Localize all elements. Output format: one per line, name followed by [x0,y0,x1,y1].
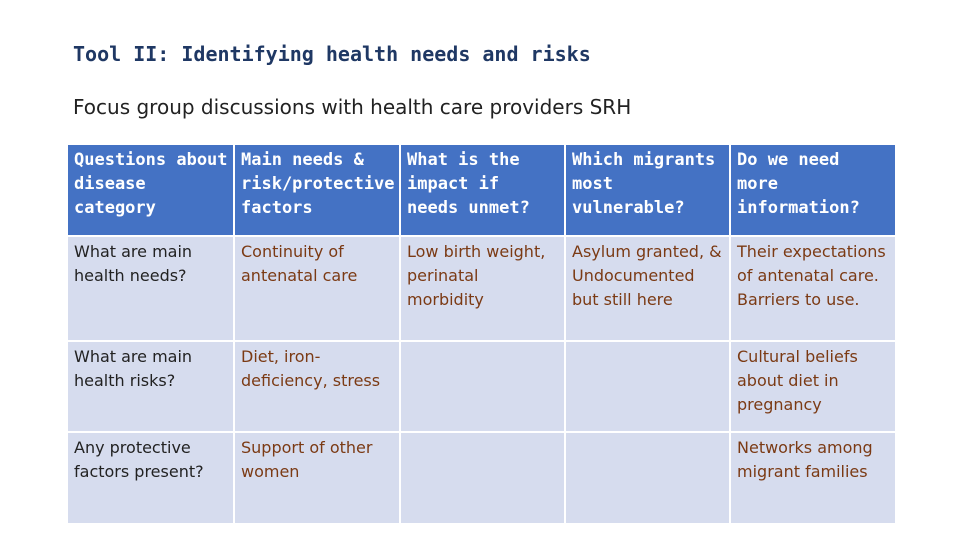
cell-impact [400,341,565,432]
cell-main-needs: Diet, iron-deficiency, stress [234,341,400,432]
cell-main-needs: Continuity of antenatal care [234,236,400,341]
header-main-needs: Main needs & risk/protective factors [234,144,400,236]
health-needs-table [66,143,897,525]
row-question: Any protective factors present? [67,432,234,524]
table-header-row [67,144,896,236]
row-question: What are main health needs? [67,236,234,341]
cell-more-information: Their expectations of antenatal care. Barriers to use. [730,236,896,341]
header-impact: What is the impact if needs unmet? [400,144,565,236]
cell-impact: Low birth weight, perinatal morbidity [400,236,565,341]
table-row [67,341,896,432]
table-row [67,432,896,524]
cell-main-needs: Support of other women [234,432,400,524]
cell-more-information: Cultural beliefs about diet in pregnancy [730,341,896,432]
row-question: What are main health risks? [67,341,234,432]
header-more-information: Do we need more information? [730,144,896,236]
cell-more-information: Networks among migrant families [730,432,896,524]
slide-title: Tool II: Identifying health needs and risks [73,42,591,66]
cell-vulnerable-migrants [565,341,730,432]
cell-impact [400,432,565,524]
cell-vulnerable-migrants [565,432,730,524]
cell-vulnerable-migrants: Asylum granted, & Undocumented but still here [565,236,730,341]
header-questions: Questions about disease category [67,144,234,236]
slide-subtitle: Focus group discussions with health care providers SRH [73,95,632,119]
header-vulnerable-migrants: Which migrants most vulnerable? [565,144,730,236]
table-row [67,236,896,341]
